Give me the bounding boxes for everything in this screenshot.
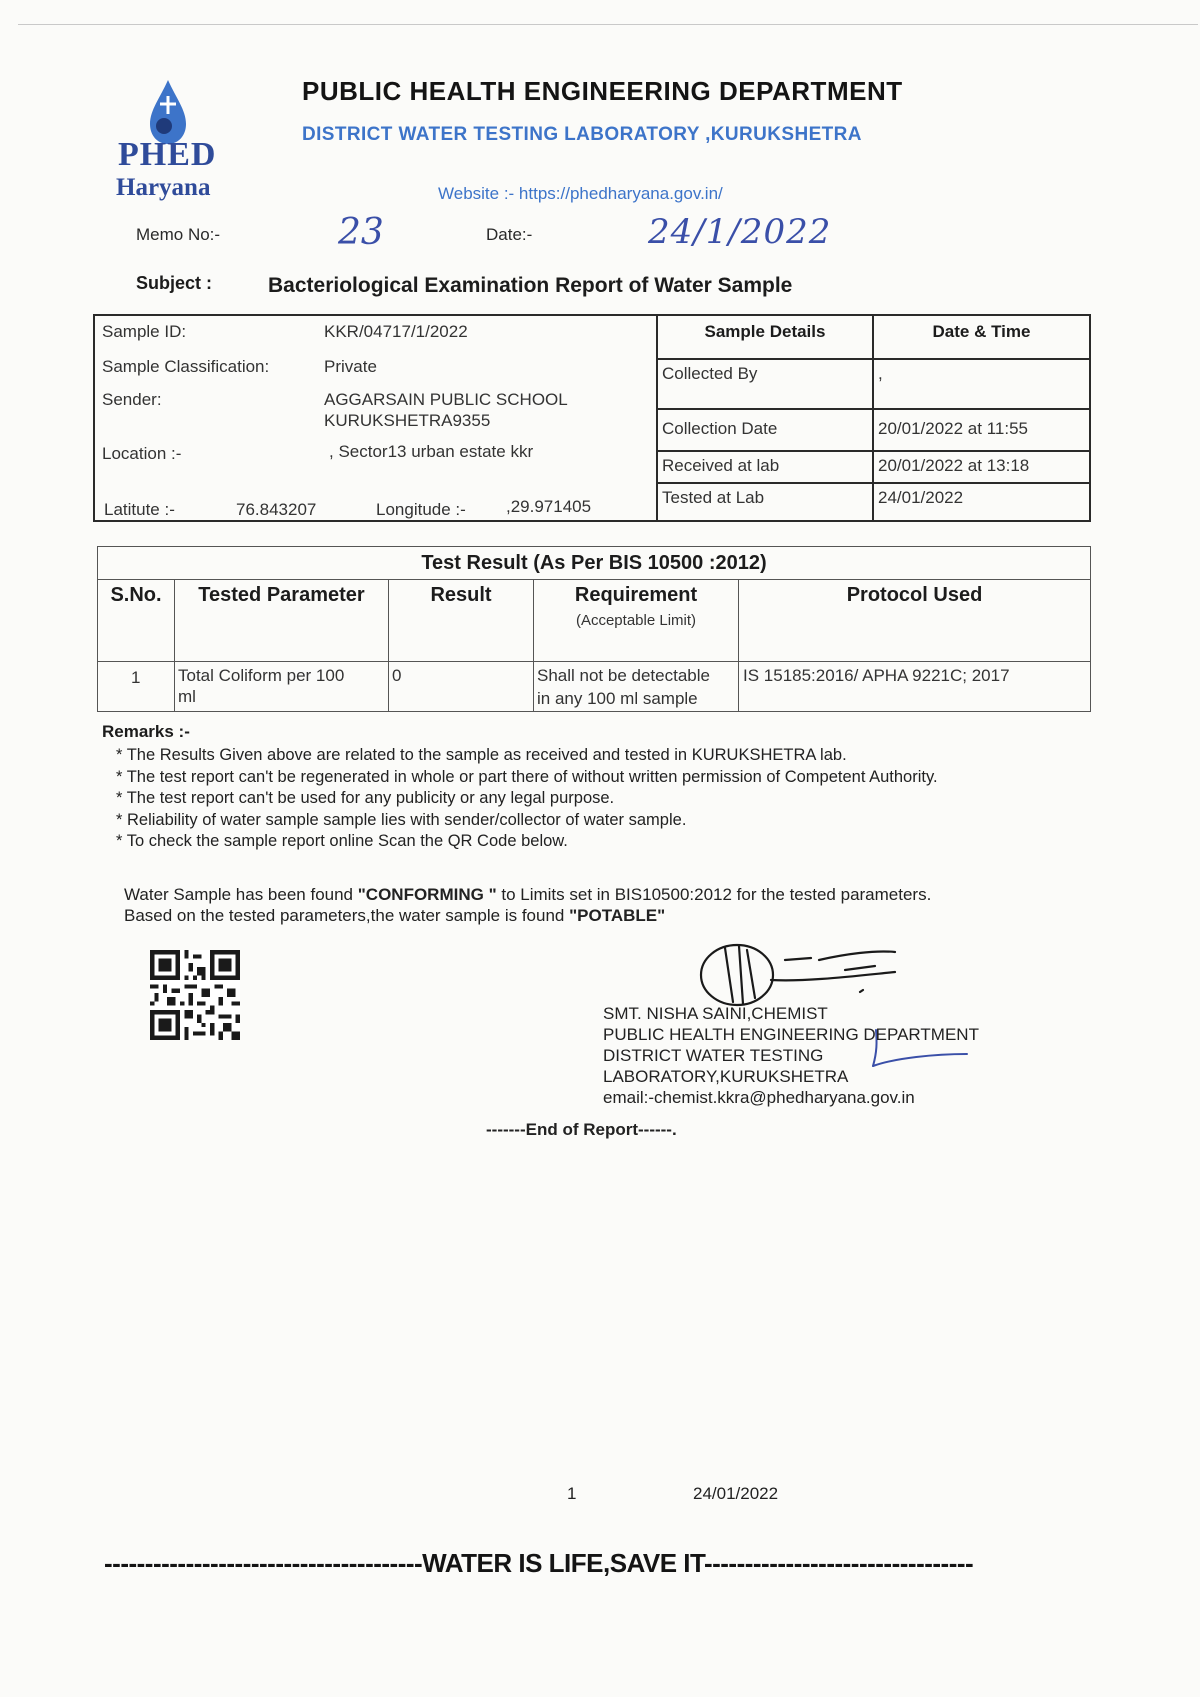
- signatory-email[interactable]: email:-chemist.kkra@phedharyana.gov.in: [603, 1088, 915, 1107]
- row-requirement-line2: in any 100 ml sample: [537, 689, 698, 708]
- row-requirement-line1: Shall not be detectable: [537, 666, 710, 685]
- conclusion-line-2: [124, 905, 931, 926]
- row-protocol: IS 15185:2016/ APHA 9221C; 2017: [743, 666, 1010, 685]
- sender-value-line2: KURUKSHETRA9355: [324, 411, 491, 430]
- sno-column: [98, 579, 175, 711]
- footer-date: 24/01/2022: [693, 1484, 779, 1503]
- footer-slogan: ---------------------------------------WATER IS LIFE,SAVE IT---------------------------------: [104, 1548, 974, 1578]
- sno-header: S.No.: [110, 584, 162, 606]
- end-of-report: -------End of Report------.: [486, 1120, 677, 1139]
- sample-info-box: [93, 314, 656, 522]
- classification-value: Private: [324, 357, 377, 376]
- conclusion-text: [124, 884, 931, 926]
- parameter-column: [175, 579, 389, 711]
- latitude-value: 76.843207: [236, 500, 317, 519]
- row-parameter-line1: Total Coliform per 100: [178, 666, 345, 685]
- result-header: Result: [430, 584, 492, 606]
- qr-code-icon[interactable]: [150, 950, 240, 1040]
- tested-at-lab-label: Tested at Lab: [656, 482, 874, 522]
- date-handwritten: 24/1/2022: [648, 212, 832, 252]
- website-link[interactable]: Website :- https://phedharyana.gov.in/: [438, 184, 723, 203]
- location-value: , Sector13 urban estate kkr: [329, 442, 534, 461]
- remark-item: * The Results Given above are related to the sample as received and tested in KURUKSHETRA lab.: [116, 746, 847, 764]
- test-result-title: Test Result (As Per BIS 10500 :2012): [98, 547, 1090, 580]
- subject-label: Subject :: [136, 273, 213, 293]
- latitude-label: Latitute :-: [104, 500, 175, 519]
- sample-id-value: KKR/04717/1/2022: [324, 322, 468, 341]
- conforming-status: "CONFORMING ": [357, 885, 497, 904]
- remark-item: * The test report can't be regenerated in whole or part there of without written permission of Competent Authority.: [116, 767, 938, 786]
- conclusion-line2-pre: Based on the tested parameters,the water sample is found: [124, 906, 570, 925]
- signature-block: [603, 1003, 979, 1108]
- row-result: 0: [392, 666, 402, 685]
- remarks-title: Remarks :-: [102, 722, 190, 741]
- remarks-list: [116, 745, 938, 853]
- location-label: Location :-: [102, 444, 182, 463]
- laboratory-title: DISTRICT WATER TESTING LABORATORY ,KURUKSHETRA: [302, 124, 862, 145]
- protocol-header: Protocol Used: [846, 584, 983, 606]
- collection-date-label: Collection Date: [656, 408, 874, 452]
- signatory-name: SMT. NISHA SAINI,CHEMIST: [603, 1004, 828, 1023]
- longitude-label: Longitude :-: [376, 500, 466, 519]
- subject-text: Bacteriological Examination Report of Water Sample: [268, 274, 793, 297]
- remark-item: * The test report can't be used for any publicity or any legal purpose.: [116, 789, 615, 807]
- requirement-header: Requirement: [574, 584, 698, 606]
- memo-number-handwritten: 23: [338, 212, 384, 253]
- conclusion-line1-pre: Water Sample has been found: [124, 885, 358, 904]
- conclusion-line1-post: to Limits set in BIS10500:2012 for the tested parameters.: [496, 885, 932, 904]
- sample-details-header: Sample Details: [656, 314, 874, 360]
- remark-item: * To check the sample report online Scan the QR Code below.: [116, 832, 568, 850]
- remark-item: * Reliability of water sample sample lies with sender/collector of water sample.: [116, 810, 687, 829]
- potable-status: "POTABLE": [569, 906, 666, 925]
- collection-date-value: 20/01/2022 at 11:55: [872, 408, 1091, 452]
- date-label: Date:-: [486, 225, 533, 244]
- received-at-lab-value: 20/01/2022 at 13:18: [872, 450, 1091, 484]
- sender-value-line1: AGGARSAIN PUBLIC SCHOOL: [324, 390, 568, 409]
- phed-logo: [110, 78, 250, 208]
- logo-text-haryana: Haryana: [116, 174, 211, 201]
- classification-label: Sample Classification:: [102, 357, 270, 376]
- logo-text-phed: PHED: [118, 136, 217, 173]
- longitude-value: ,29.971405: [506, 497, 592, 516]
- collected-by-value: ,: [872, 358, 1091, 410]
- signatory-lab-line2: LABORATORY,KURUKSHETRA: [603, 1067, 849, 1086]
- date-time-header: Date & Time: [872, 314, 1091, 360]
- sample-details-table: [656, 314, 1091, 522]
- signatory-department: PUBLIC HEALTH ENGINEERING DEPARTMENT: [603, 1025, 979, 1044]
- row-divider: [98, 661, 1090, 662]
- sender-label: Sender:: [102, 390, 162, 409]
- sample-id-label: Sample ID:: [102, 322, 187, 341]
- collected-by-label: Collected By: [656, 358, 874, 410]
- department-title: PUBLIC HEALTH ENGINEERING DEPARTMENT: [302, 76, 903, 106]
- protocol-column: [739, 579, 1090, 711]
- tested-at-lab-value: 24/01/2022: [872, 482, 1091, 522]
- result-column: [389, 579, 534, 711]
- top-rule: [18, 24, 1198, 25]
- parameter-header: Tested Parameter: [198, 584, 365, 606]
- conclusion-line-1: [124, 884, 931, 905]
- received-at-lab-label: Received at lab: [656, 450, 874, 484]
- signatory-lab-line1: DISTRICT WATER TESTING: [603, 1046, 824, 1065]
- row-sno: 1: [131, 668, 141, 687]
- page-number: 1: [567, 1484, 577, 1503]
- requirement-subheader: (Acceptable Limit): [575, 612, 697, 629]
- memo-label: Memo No:-: [136, 225, 221, 244]
- test-result-table: [97, 546, 1091, 712]
- row-parameter-line2: ml: [178, 687, 196, 706]
